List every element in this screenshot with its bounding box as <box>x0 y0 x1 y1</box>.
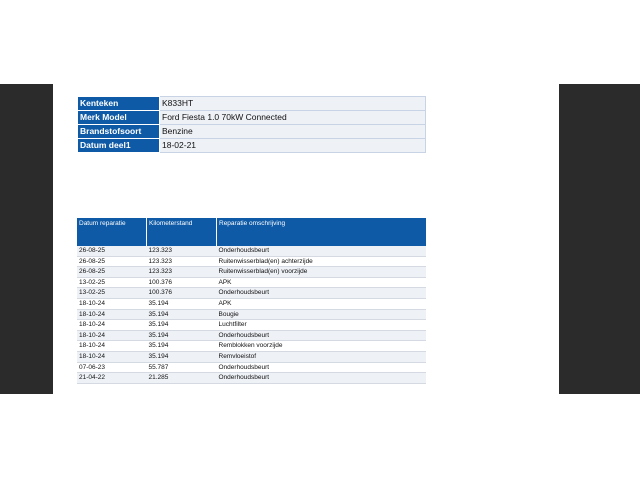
table-body <box>77 246 426 383</box>
document-page <box>53 84 559 394</box>
cell-mileage: 35.194 <box>147 341 217 352</box>
table-row <box>77 309 426 320</box>
cell-mileage: 100.376 <box>147 277 217 288</box>
field-label: Brandstofsoort <box>78 125 160 139</box>
cell-date: 21-04-22 <box>77 373 147 384</box>
cell-date: 26-08-25 <box>77 267 147 278</box>
cell-description: Luchtfilter <box>217 320 427 331</box>
cell-date: 18-10-24 <box>77 320 147 331</box>
table-row <box>77 330 426 341</box>
cell-date: 18-10-24 <box>77 298 147 309</box>
table-row <box>77 351 426 362</box>
cell-date: 18-10-24 <box>77 351 147 362</box>
cell-description: APK <box>217 298 427 309</box>
field-label: Merk Model <box>78 111 160 125</box>
vehicle-row-kenteken <box>78 97 426 111</box>
vehicle-row-datum-deel1 <box>78 139 426 153</box>
cell-mileage: 123.323 <box>147 256 217 267</box>
cell-description: Onderhoudsbeurt <box>217 373 427 384</box>
vehicle-row-brandstofsoort <box>78 125 426 139</box>
table-row <box>77 246 426 256</box>
cell-description: Onderhoudsbeurt <box>217 246 427 256</box>
cell-mileage: 123.323 <box>147 267 217 278</box>
cell-description: Remvloeistof <box>217 351 427 362</box>
cell-date: 18-10-24 <box>77 341 147 352</box>
cell-mileage: 123.323 <box>147 246 217 256</box>
cell-mileage: 55.787 <box>147 362 217 373</box>
table-row <box>77 362 426 373</box>
cell-date: 13-02-25 <box>77 277 147 288</box>
table-row <box>77 298 426 309</box>
table-row <box>77 373 426 384</box>
field-value: Benzine <box>160 125 426 139</box>
table-row <box>77 256 426 267</box>
table-row <box>77 320 426 331</box>
table-row <box>77 341 426 352</box>
field-value: Ford Fiesta 1.0 70kW Connected <box>160 111 426 125</box>
cell-mileage: 35.194 <box>147 351 217 362</box>
vehicle-row-merk-model <box>78 111 426 125</box>
vehicle-info-table <box>77 96 426 153</box>
table-row <box>77 288 426 299</box>
cell-mileage: 21.285 <box>147 373 217 384</box>
cell-description: Ruitenwisserblad(en) achterzijde <box>217 256 427 267</box>
field-label: Datum deel1 <box>78 139 160 153</box>
cell-date: 13-02-25 <box>77 288 147 299</box>
cell-date: 18-10-24 <box>77 309 147 320</box>
cell-date: 18-10-24 <box>77 330 147 341</box>
column-header-description: Reparatie omschrijving <box>217 218 427 246</box>
cell-mileage: 35.194 <box>147 330 217 341</box>
cell-mileage: 35.194 <box>147 320 217 331</box>
cell-mileage: 35.194 <box>147 298 217 309</box>
cell-description: Bougie <box>217 309 427 320</box>
cell-description: Onderhoudsbeurt <box>217 362 427 373</box>
column-header-date: Datum reparatie <box>77 218 147 246</box>
field-label: Kenteken <box>78 97 160 111</box>
cell-description: Onderhoudsbeurt <box>217 330 427 341</box>
cell-description: Ruitenwisserblad(en) voorzijde <box>217 267 427 278</box>
cell-date: 07-06-23 <box>77 362 147 373</box>
table-row <box>77 277 426 288</box>
cell-date: 26-08-25 <box>77 256 147 267</box>
cell-mileage: 35.194 <box>147 309 217 320</box>
table-row <box>77 267 426 278</box>
cell-date: 26-08-25 <box>77 246 147 256</box>
cell-description: APK <box>217 277 427 288</box>
column-header-mileage: Kilometerstand <box>147 218 217 246</box>
repair-history-table <box>77 218 426 384</box>
cell-description: Onderhoudsbeurt <box>217 288 427 299</box>
cell-description: Remblokken voorzijde <box>217 341 427 352</box>
field-value: 18-02-21 <box>160 139 426 153</box>
field-value: K833HT <box>160 97 426 111</box>
cell-mileage: 100.376 <box>147 288 217 299</box>
table-header-row <box>77 218 426 246</box>
